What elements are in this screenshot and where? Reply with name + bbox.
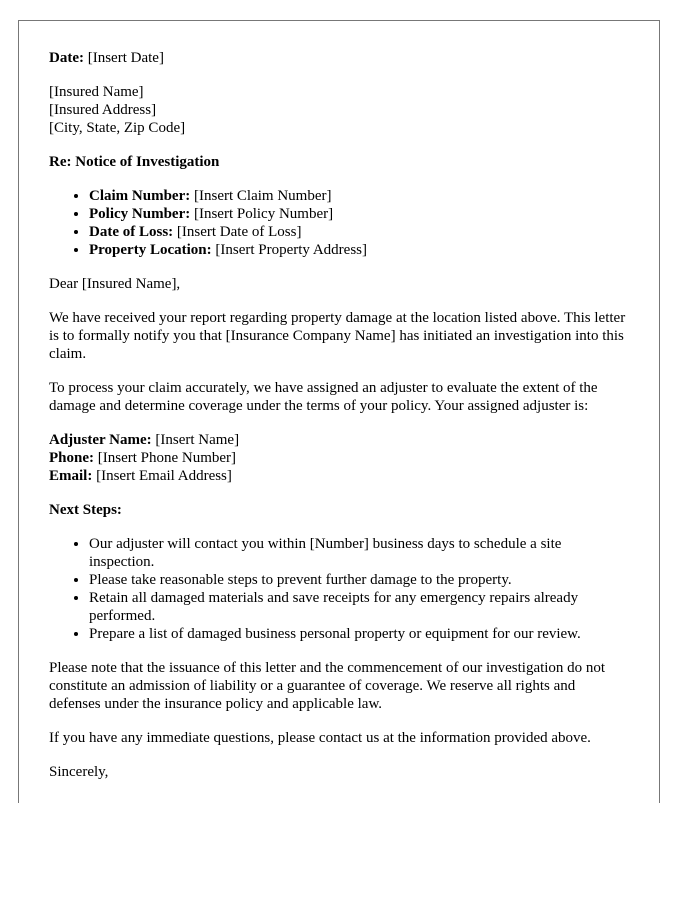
next-steps-list: [49, 535, 629, 643]
policy-number-label: Policy Number:: [89, 206, 191, 222]
property-location-value: [Insert Property Address]: [215, 242, 368, 258]
re-line: [49, 153, 629, 171]
recipient-city: [City, State, Zip Code]: [49, 120, 186, 136]
adjuster-name-label: Adjuster Name:: [49, 432, 152, 448]
claim-detail-item: [89, 241, 629, 259]
adjuster-name-line: [49, 431, 629, 449]
body-paragraph-2: To process your claim accurately, we have assigned an adjuster to evaluate the extent of the damage and determine coverage under the terms of your policy. Your assigned adjuster is:: [49, 380, 598, 414]
next-step-item: • Our adjuster will contact you within [Number] business days to schedule a site inspection.: [89, 535, 629, 571]
adjuster-phone-line: [49, 449, 629, 467]
re-line-text: Re: Notice of Investigation: [49, 154, 220, 170]
claim-details-list: [49, 187, 629, 259]
property-location-label: Property Location:: [89, 242, 212, 258]
body-paragraph-4: If you have any immediate questions, please contact us at the information provided above.: [49, 730, 591, 746]
adjuster-email-label: Email:: [49, 468, 93, 484]
recipient-name: [Insured Name]: [49, 84, 144, 100]
recipient-block: [49, 83, 629, 137]
closing: Sincerely,: [49, 764, 109, 780]
claim-detail-item: [89, 205, 629, 223]
adjuster-phone-label: Phone:: [49, 450, 94, 466]
recipient-address: [Insured Address]: [49, 102, 157, 118]
claim-detail-item: [89, 187, 629, 205]
next-steps-heading: [49, 501, 629, 519]
claim-detail-item: [89, 223, 629, 241]
claim-number-label: Claim Number:: [89, 188, 191, 204]
adjuster-block: [49, 431, 629, 485]
adjuster-phone-value: [Insert Phone Number]: [97, 450, 237, 466]
next-steps-heading-text: Next Steps:: [49, 502, 122, 518]
date-value: [Insert Date]: [87, 50, 164, 66]
adjuster-email-line: [49, 467, 629, 485]
date-line: [49, 49, 629, 67]
date-of-loss-label: Date of Loss:: [89, 224, 174, 240]
date-label: Date:: [49, 50, 84, 66]
next-step-item: • Prepare a list of damaged business personal property or equipment for our review.: [89, 625, 629, 643]
adjuster-email-value: [Insert Email Address]: [96, 468, 232, 484]
next-step-item: • Retain all damaged materials and save receipts for any emergency repairs already performed.: [89, 589, 629, 625]
letter-page: [18, 20, 660, 803]
date-of-loss-value: [Insert Date of Loss]: [176, 224, 302, 240]
next-step-item: • Please take reasonable steps to prevent further damage to the property.: [89, 571, 629, 589]
salutation: Dear [Insured Name],: [49, 276, 181, 292]
body-paragraph-3: Please note that the issuance of this letter and the commencement of our investigation do not constitute an admission of liability or a guarantee of coverage. We reserve all rights and defenses under the insurance policy and applicable law.: [49, 660, 606, 712]
claim-number-value: [Insert Claim Number]: [194, 188, 332, 204]
adjuster-name-value: [Insert Name]: [155, 432, 240, 448]
body-paragraph-1: We have received your report regarding property damage at the location listed above. This letter is to formally notify you that [Insurance Company Name] has initiated an investigation into this claim.: [49, 310, 626, 362]
policy-number-value: [Insert Policy Number]: [193, 206, 334, 222]
